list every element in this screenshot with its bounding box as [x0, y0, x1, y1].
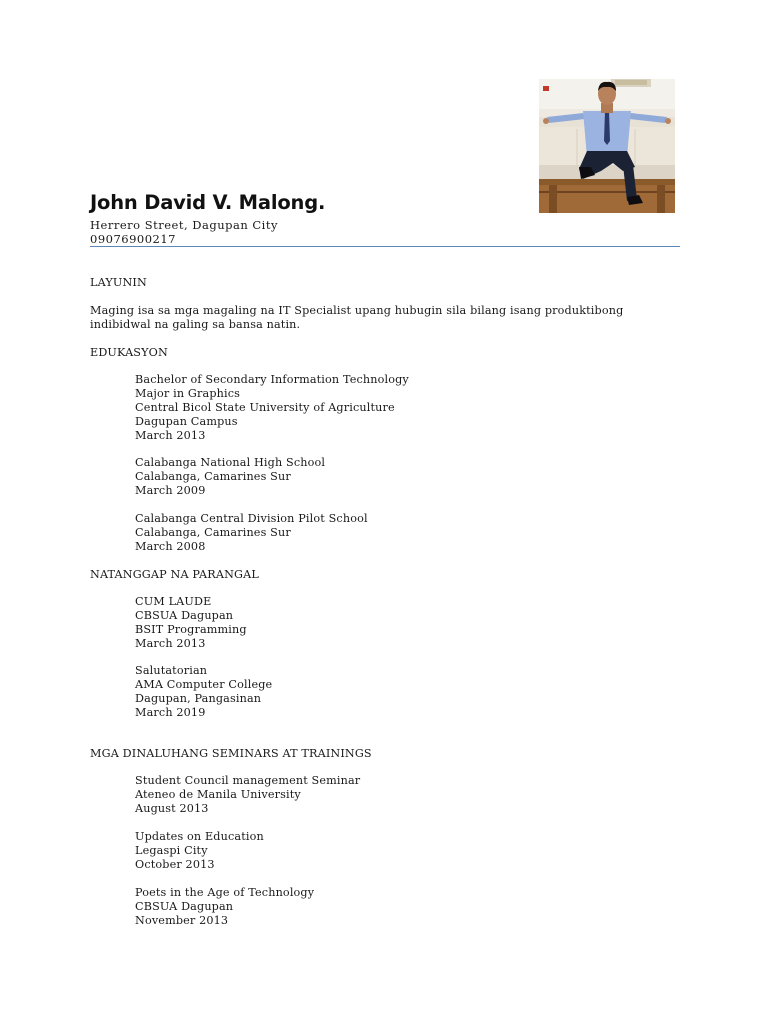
section-title-edukasyon: EDUKASYON — [90, 346, 168, 359]
seminar-title: Student Council management Seminar — [135, 774, 361, 787]
seminar-date: November 2013 — [135, 914, 229, 927]
seminar-venue: CBSUA Dagupan — [135, 900, 234, 913]
section-title-parangal: NATANGGAP NA PARANGAL — [90, 568, 259, 581]
education-campus: Dagupan Campus — [135, 415, 238, 428]
award-date: March 2013 — [135, 637, 206, 650]
phone-number: 09076900217 — [90, 232, 176, 246]
seminar-title: Updates on Education — [135, 830, 264, 843]
education-major: Major in Graphics — [135, 387, 241, 400]
education-date: March 2013 — [135, 429, 206, 442]
header-divider — [90, 246, 680, 247]
education-degree: Bachelor of Secondary Information Technology — [135, 373, 409, 386]
objective-line: Maging isa sa mga magaling na IT Specialist upang hubugin sila bilang isang produktibong — [90, 304, 624, 317]
award-location: Dagupan, Pangasinan — [135, 692, 262, 705]
education-location: Calabanga, Camarines Sur — [135, 526, 291, 539]
award-title: Salutatorian — [135, 664, 208, 677]
applicant-name: John David V. Malong. — [90, 191, 326, 214]
seminar-date: October 2013 — [135, 858, 215, 871]
address: Herrero Street, Dagupan City — [90, 218, 278, 232]
seminar-venue: Ateneo de Manila University — [135, 788, 301, 801]
education-school: Calabanga Central Division Pilot School — [135, 512, 368, 525]
education-date: March 2009 — [135, 484, 206, 497]
award-title: CUM LAUDE — [135, 595, 212, 608]
education-location: Calabanga, Camarines Sur — [135, 470, 291, 483]
objective-line: indibidwal na galing sa bansa natin. — [90, 318, 301, 331]
award-school: CBSUA Dagupan — [135, 609, 234, 622]
section-title-seminars: MGA DINALUHANG SEMINARS AT TRAININGS — [90, 747, 372, 760]
award-program: BSIT Programming — [135, 623, 247, 636]
education-school: Central Bicol State University of Agriculture — [135, 401, 395, 414]
section-title-layunin: LAYUNIN — [90, 276, 147, 289]
education-date: March 2008 — [135, 540, 206, 553]
seminar-venue: Legaspi City — [135, 844, 208, 857]
profile-photo — [539, 79, 675, 213]
seminar-date: August 2013 — [135, 802, 209, 815]
award-date: March 2019 — [135, 706, 206, 719]
education-school: Calabanga National High School — [135, 456, 326, 469]
seminar-title: Poets in the Age of Technology — [135, 886, 315, 899]
award-school: AMA Computer College — [135, 678, 273, 691]
